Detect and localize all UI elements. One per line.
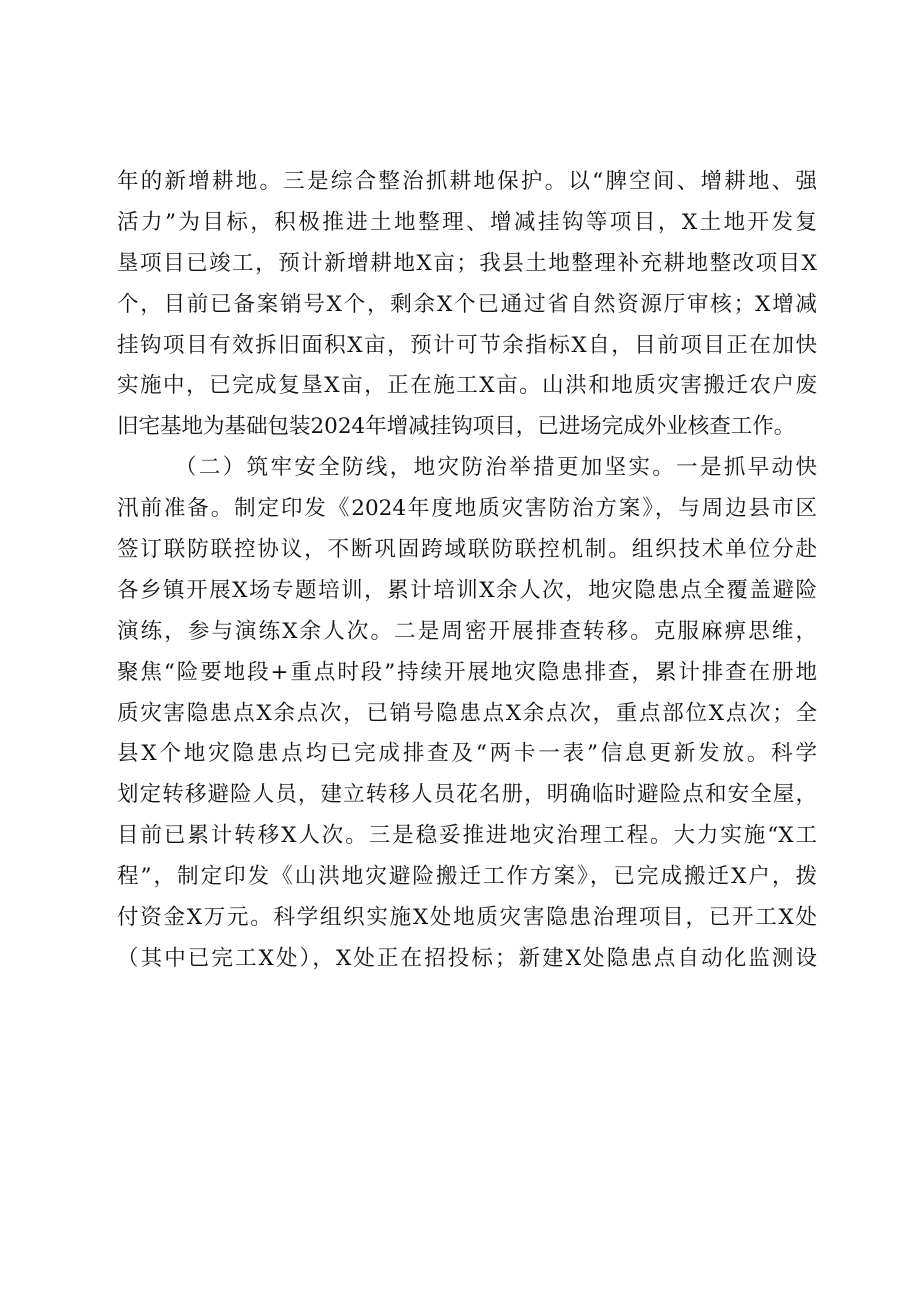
text-line: （其中已完工X处），X处正在招投标；新建X处隐患点自动化监测设 bbox=[117, 945, 817, 971]
text-line: 活力”为目标，积极推进土地整理、增减挂钩等项目，X土地开发复 bbox=[117, 209, 817, 235]
text-line: 年的新增耕地。三是综合整治抓耕地保护。以“脾空间、增耕地、强 bbox=[117, 169, 817, 194]
text-line: 签订联防联控协议，不断巩固跨域联防联控机制。组织技术单位分赴 bbox=[117, 537, 817, 563]
text-line: 目前已累计转移X人次。三是稳妥推进地灾治理工程。大力实施“X工 bbox=[117, 823, 817, 849]
text-line: 程”，制定印发《山洪地灾避险搬迁工作方案》，已完成搬迁X户，拨 bbox=[117, 864, 817, 890]
text-line: 各乡镇开展X场专题培训，累计培训X余人次，地灾隐患点全覆盖避险 bbox=[117, 577, 817, 603]
text-line: 演练，参与演练X余人次。二是周密开展排查转移。克服麻痹思维， bbox=[117, 618, 817, 644]
text-line: 聚焦“险要地段+重点时段”持续开展地灾隐患排查，累计排查在册地 bbox=[117, 659, 817, 685]
text-line: 个，目前已备案销号X个，剩余X个已通过省自然资源厅审核；X增减 bbox=[117, 291, 817, 317]
text-line: 实施中，已完成复垦X亩，正在施工X亩。山洪和地质灾害搬迁农户废 bbox=[117, 373, 817, 399]
text-line: 县X个地灾隐患点均已完成排查及“两卡一表”信息更新发放。科学 bbox=[117, 741, 817, 767]
text-line: 付资金X万元。科学组织实施X处地质灾害隐患治理项目，已开工X处 bbox=[117, 905, 817, 931]
text-line: 垦项目已竣工，预计新增耕地X亩；我县土地整理补充耕地整改项目X bbox=[117, 250, 817, 276]
text-line: 挂钩项目有效拆旧面积X亩，预计可节余指标X自，目前项目正在加快 bbox=[117, 332, 817, 358]
text-line: 汛前准备。制定印发《2024年度地质灾害防治方案》，与周边县市区 bbox=[117, 496, 817, 522]
body-text bbox=[117, 162, 817, 980]
paragraph-2 bbox=[117, 448, 817, 980]
text-line: 划定转移避险人员，建立转移人员花名册，明确临时避险点和安全屋， bbox=[117, 782, 817, 808]
section-heading-line: （二）筑牢安全防线，地灾防治举措更加坚实。一是抓早动快 bbox=[175, 455, 817, 481]
paragraph-1 bbox=[117, 162, 817, 448]
text-line: 旧宅基地为基础包装2024年增减挂钩项目，已进场完成外业核查工作。 bbox=[117, 414, 796, 440]
text-line: 质灾害隐患点X余点次，已销号隐患点X余点次，重点部位X点次；全 bbox=[117, 700, 817, 726]
